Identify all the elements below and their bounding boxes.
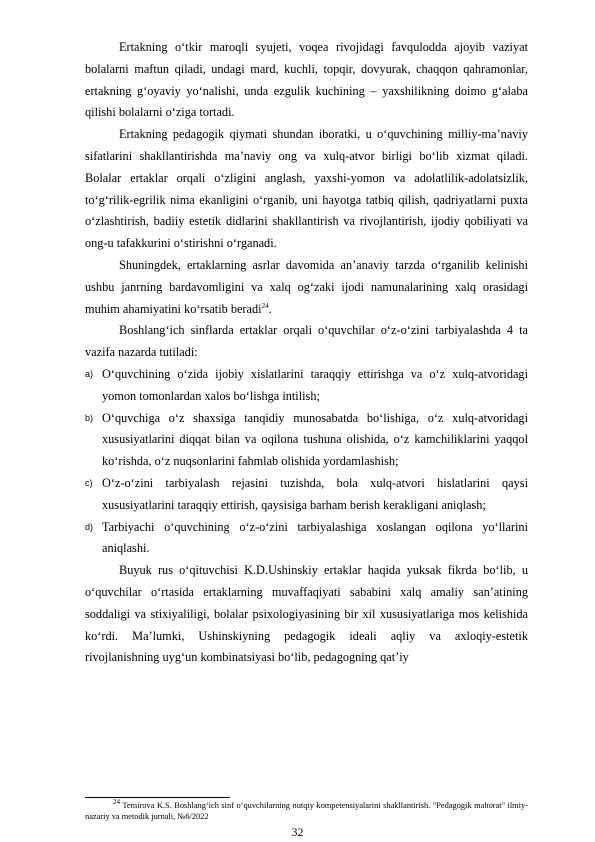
list-item-text: O‘quvchiga o‘z shaxsiga tanqidiy munosabatda bo‘lishiga, o‘z xulq-atvoridagi xususiyatlarini diqqat bilan va oqilona tushuna olishida, o‘z kamchiliklarini yaqqol ko‘rishda, o‘z nuqsonlarini fahmlab olishida yordamlashish; xyxy=(102,410,528,469)
list-item xyxy=(85,408,528,473)
list-item xyxy=(85,364,528,408)
footnote-number: 24 xyxy=(113,798,120,807)
paragraph-end: . xyxy=(268,301,272,316)
footnote-divider xyxy=(85,797,230,798)
paragraph-text: Shuningdek, ertaklarning asrlar davomida an’anaviy tarzda o‘rganilib kelinishi ushbu janrning bardavomligini va xalq og‘zaki ijodi namunalarining xalq orasidagi muhim ahamiyatini ko‘rsatib beradi xyxy=(85,257,528,316)
footnote xyxy=(85,800,528,822)
list-item-text: O‘z-o‘zini tarbiyalash rejasini tuzishda, bola xulq-atvori hislatlarini qaysi xususiyatlarini taraqqiy ettirish, qaysisiga barham berish kerakligani aniqlash; xyxy=(102,475,528,512)
list-marker: d) xyxy=(85,521,94,532)
paragraph xyxy=(85,255,528,320)
list-marker: c) xyxy=(85,477,93,488)
footnote-reference[interactable]: 24 xyxy=(261,301,269,310)
list-item xyxy=(85,517,528,561)
list-item-text: O‘quvchining o‘zida ijobiy xislatlarini taraqqiy ettirishga va o‘z xulq-atvoridagi yomon tomonlardan xalos bo‘lishga intilish; xyxy=(102,366,528,403)
list-marker: b) xyxy=(85,412,94,423)
list-item xyxy=(85,473,528,517)
page-number: 32 xyxy=(291,825,304,839)
paragraph: Ertakning o‘tkir maroqli syujeti, voqea rivojidagi favqulodda ajoyib vaziyat bolalarni maftun qiladi, undagi mard, kuchli, topqir, dovyurak, chaqqon qahramonlar, ertakning g‘oyaviy yo‘nalishi, unda ezgulik kuchining – yaxshilikning doimo g‘alaba qilishi bolalarni o‘ziga tortadi. xyxy=(85,40,528,120)
paragraph: Ertakning pedagogik qiymati shundan iboratki, u o‘quvchining milliy-ma’naviy sifatlarini shakllantirishda ma’naviy ong va xulq-atvor birligi bo‘lib xizmat qiladi. Bolalar ertaklar orqali o‘zligini anglash, yaxshi-yomon va adolatlilik-adolatsizlik, to‘g‘rilik-egrilik nima ekanligini o‘rganib, uni hayotga tatbiq qilish, qadriyatlarni puxta o‘zlashtirish, badiiy estetik didlarini shakllantirish va rivojlantirish, ijodiy qobiliyati va ong-u tafakkurini o‘stirishni o‘rganadi. xyxy=(85,127,528,251)
page-body xyxy=(85,37,528,669)
list-item-text: Tarbiyachi o‘quvchining o‘z-o‘zini tarbiyalashiga xoslangan oqilona yo‘llarini aniqlashi. xyxy=(102,519,528,556)
paragraph: Boshlang‘ich sinflarda ertaklar orqali o‘quvchilar o‘z-o‘zini tarbiyalashda 4 ta vazifa nazarda tutiladi: xyxy=(85,323,528,360)
paragraph: Buyuk rus o‘qituvchisi K.D.Ushinskiy ertaklar haqida yuksak fikrda bo‘lib, u o‘quvchilar o‘rtasida ertaklarning muvaffaqiyati sababini xalq amaliy san’atining soddaligi va stixiyaliligi, bolalar psixologiyasining bir xil xususiyatlariga mos kelishida ko‘rdi. Ma’lumki, Ushinskiyning pedagogik ideali aqliy va axloqiy-estetik rivojlanishning uyg‘un kombinatsiyasi bo‘lib, pedagogning qat’iy xyxy=(85,563,528,665)
list-marker: a) xyxy=(85,368,94,379)
footnote-text: Temirova K.S. Boshlang‘ich sinf o‘quvchilarning nutqiy kompetensiyalarini shakllantirish. "Pedagogik mahorat" ilmiy-nazariy va metodik jurnali, №6/2022 xyxy=(85,801,528,821)
